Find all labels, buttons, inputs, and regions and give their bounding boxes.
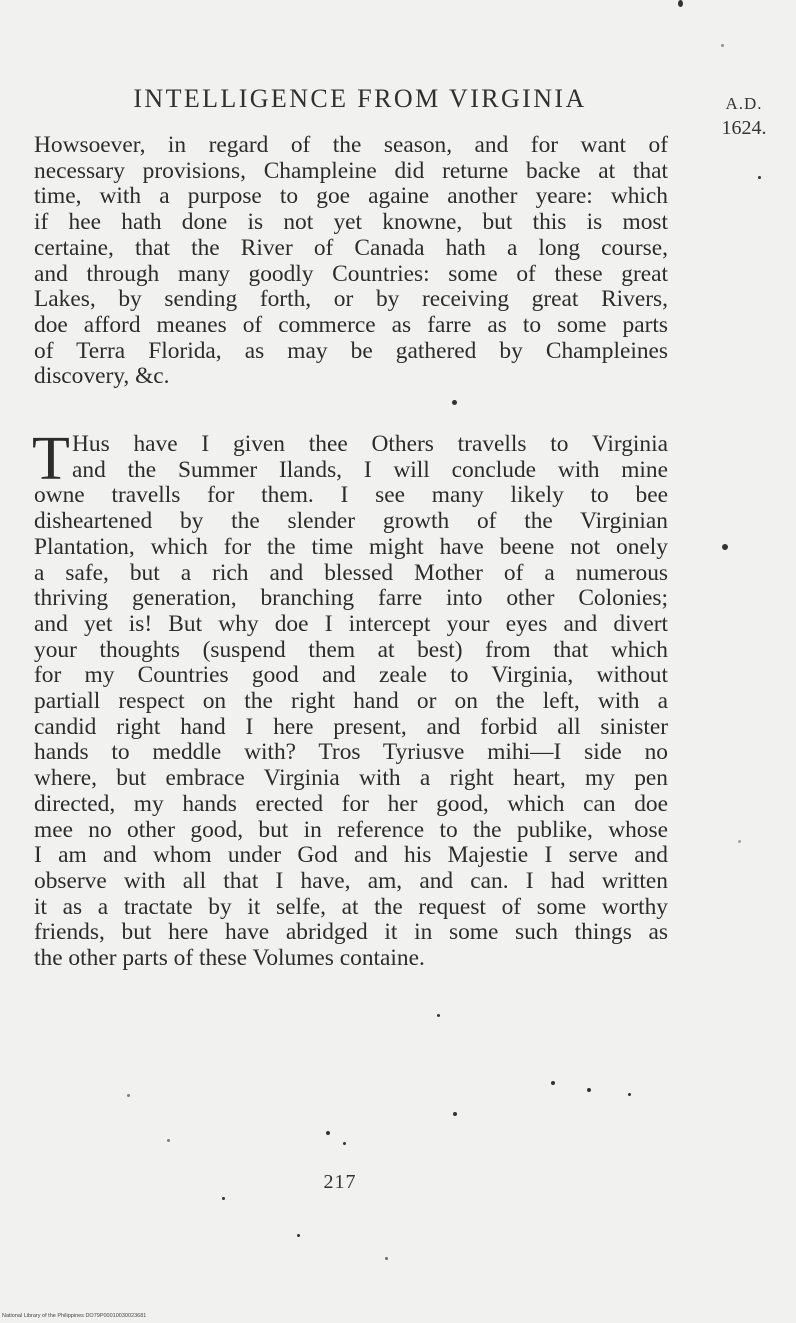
scan-speck	[437, 1014, 440, 1017]
scan-speck	[758, 176, 761, 179]
margin-note-era: A.D.	[725, 94, 763, 113]
text-line: your thoughts (suspend them at best) from that which	[34, 636, 668, 663]
running-head-title: INTELLIGENCE FROM VIRGINIA	[133, 84, 587, 113]
text-line: friends, but here have abridged it in some such things as	[34, 919, 668, 946]
text-line: necessary provisions, Champleine did returne backe at that	[34, 157, 668, 184]
scan-speck	[343, 1142, 346, 1145]
text-line: a safe, but a rich and blessed Mother of a numerous	[34, 559, 668, 586]
text-line: directed, my hands erected for her good, which can doe	[34, 790, 668, 817]
text-line: time, with a purpose to goe againe another yeare: which	[34, 183, 668, 210]
scan-speck	[127, 1094, 130, 1097]
text-line: hands to meddle with? Tros Tyriusve mihi—I side no	[34, 739, 668, 766]
text-line: Howsoever, in regard of the season, and for want of	[34, 132, 668, 158]
scan-library-note: National Library of the Philippines DO79P00010030023681	[2, 1313, 147, 1319]
scan-speck	[453, 1112, 457, 1116]
text-line: partiall respect on the right hand or on the left, with a	[34, 688, 668, 715]
text-line: owne travells for them. I see many likely to bee	[34, 482, 668, 509]
text-line: thriving generation, branching farre into other Colonies;	[34, 585, 668, 612]
scan-speck	[678, 0, 683, 7]
text-line: and yet is! But why doe I intercept your eyes and divert	[34, 610, 668, 637]
scan-speck	[721, 44, 724, 47]
text-line: candid right hand I here present, and forbid all sinister	[34, 713, 668, 740]
scan-speck	[222, 1197, 225, 1200]
scan-speck	[551, 1081, 555, 1085]
text-line: for my Countries good and zeale to Virginia, without	[34, 662, 668, 689]
text-line: of Terra Florida, as may be gathered by Champleines	[34, 337, 668, 364]
text-line: observe with all that I have, am, and can. I had written	[34, 867, 668, 894]
drop-cap-letter: T	[32, 425, 70, 493]
margin-date-note	[708, 92, 780, 140]
text-line: and the Summer Ilands, I will conclude with mine	[72, 456, 668, 483]
text-line: disheartened by the slender growth of the Virginian	[34, 508, 668, 535]
text-line: and through many goodly Countries: some of these great	[34, 260, 668, 287]
margin-note-year: 1624.	[721, 117, 767, 139]
text-line: certaine, that the River of Canada hath a long course,	[34, 234, 668, 261]
text-line: the other parts of these Volumes containe.	[34, 945, 425, 972]
page-number: 217	[323, 1171, 357, 1193]
scan-speck	[738, 840, 741, 843]
scan-speck	[628, 1093, 631, 1096]
text-line: where, but embrace Virginia with a right heart, my pen	[34, 765, 668, 792]
paragraph-travells	[34, 432, 668, 972]
scan-speck	[167, 1139, 170, 1142]
text-line: it as a tractate by it selfe, at the request of some worthy	[34, 893, 668, 920]
text-line: Plantation, which for the time might have beene not onely	[34, 533, 668, 560]
text-line: mee no other good, but in reference to the publike, whose	[34, 816, 668, 843]
text-line: Hus have I given thee Others travells to Virginia	[72, 431, 668, 457]
text-line: discovery, &c.	[34, 363, 170, 390]
paragraph-champleine	[34, 133, 668, 390]
text-line: I am and whom under God and his Majestie I serve and	[34, 842, 668, 869]
scan-speck	[587, 1088, 591, 1092]
text-line: doe afford meanes of commerce as farre as to some parts	[34, 311, 668, 338]
text-line: if hee hath done is not yet knowne, but this is most	[34, 209, 668, 236]
scan-speck	[452, 400, 457, 405]
scan-speck	[297, 1234, 300, 1237]
scan-speck	[326, 1131, 330, 1135]
scan-speck	[385, 1257, 388, 1260]
text-line: Lakes, by sending forth, or by receiving great Rivers,	[34, 286, 668, 313]
scan-speck	[722, 544, 728, 550]
